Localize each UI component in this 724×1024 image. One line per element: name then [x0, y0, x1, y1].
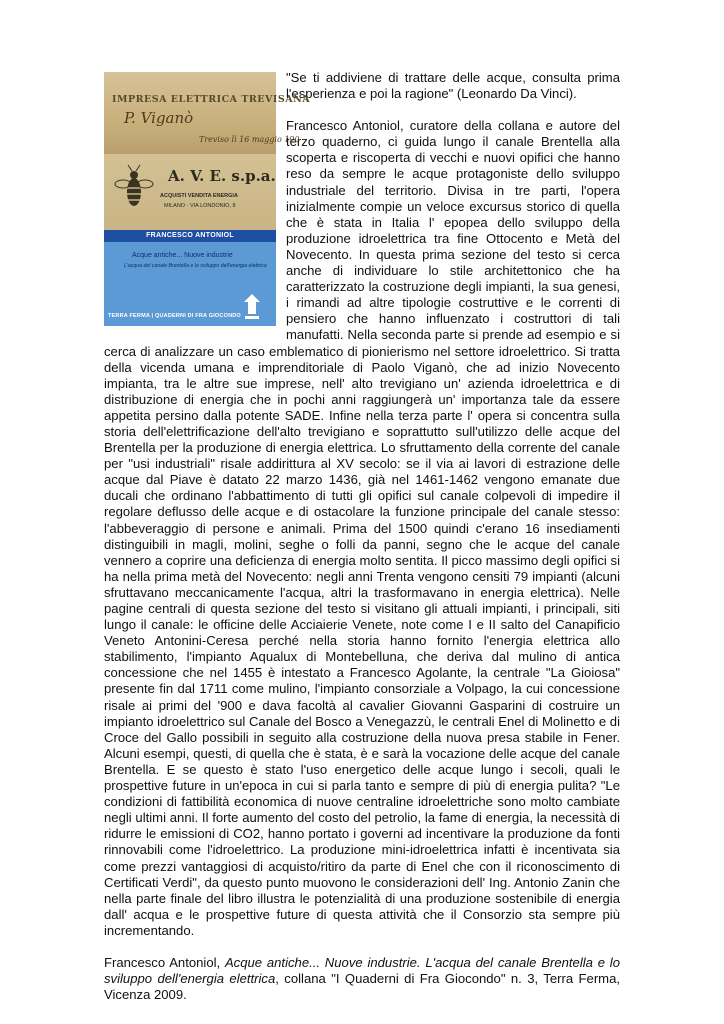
cover-series: TERRA FERMA | QUADERNI DI FRA GIOCONDO [108, 313, 241, 319]
publisher-logo-icon [240, 292, 264, 322]
cover-date: Treviso lì 16 maggio 190 [199, 135, 300, 144]
citation-title: Acque antiche... Nuove industrie. L'acqua del canale Brentella e lo sviluppo dell'energia elettrica [104, 954, 620, 987]
review-body: Francesco Antoniol, curatore della collana e autore del terzo quaderno, ci guida lungo il canale Brentella alla scoperta e riscoperta di vecchi e nuovi opifici che hanno reso da sempre le acque protagoniste dello sviluppo industriale del territorio. Divisa in tre parti, l'opera inizialmente compie un veloce excursus storico di quella che è stata in Italia l' epopea dello sviluppo della produzione idroelettrica tra fine Ottocento e Metà del Novecento. In questa prima sezione del testo si cerca anche di individuare lo stile architettonico che ha caratterizzato la costruzione degli impianti, la sua genesi, i rimandi ad altre tipologie costruttive e le correnti di pensiero che hanno influenzato i costruttori di tali manufatti. Nella seconda parte si prende ad esempio e si cerca di analizzare un caso emblematico di pionierismo nel settore idroelettrico. Si tratta della vicenda umana e imprenditoriale di Paolo Viganò, che ad inizio Novecento impianta, tra le altre sue imprese, nell' alto trevigiano un' azienda idroelettrica e di distribuzione di energia che in pochi anni raggiungerà un' importanza tale da essere appetita persino dalla potente SADE. Infine nella terza parte l' opera si concentra sulla storia dell'elettrificazione dell'alto trevigiano e soprattutto sull'utilizzo delle acque del Brentella per la produzione di energia elettrica. Lo sfruttamento della corrente del canale per "usi industriali" risale addirittura al XV secolo: se il via ai lavori di estrazione delle acque dal Piave è datato 22 marzo 1436, già nel 1461-1462 vengono emanate due ducali che ordinano l'abbattimento di tutti gli opifici sul canale colpevoli di impedire il regolare deflusso delle acque e di ostacolare la funzione principale del canale stesso: l'abbeveraggio di persone e animali. Prima del 1500 quindi c'erano 16 insediamenti distinguibili in magli, molini, seghe o folli da panni, segno che le acque del canale vennero a coprire una deficienza di energia molto sentita. Il picco massimo degli opifici si ha nella prima metà del Novecento: negli anni Trenta vengono censiti 79 impianti (alcuni sfruttavano meccanicamente l'acqua, altri la trasformavano in energia elettrica). Nelle pagine centrali di questa sezione del testo si visitano gli attuali impianti, i principali, siti lungo il canale: le officine delle Acciaierie Venete, note come I e II salto del Canapificio Veneto Antonini-Ceresa perché nella storia hanno fornito l'energia elettrica allo stabilimento, l'impianto Aqualux di Montebelluna, che deriva dal mulino di antica concessione che nel 1455 è intestato a Francesco Agolante, la centrale "La Gioiosa" presente fin dal 1711 come mulino, l'impianto consorziale a Volpago, la cui concessione risale ai primi del '900 e dava facoltà al cavalier Giovanni Gasparini di costruire un impianto idroelettrico sul Canale del Bosco a Venegazzù, le centrali Enel di Molinetto e di Croce del Gallo possibili in seguito alla costruzione della nuova presa stabile in Fener. Alcuni esempi, questi, di quella che è stata, è e sarà la vocazione delle acque del canale Brentella. E se questo è stato l'uso energetico delle acque lungo i secoli, quali le prospettive future in un'epoca in cui si parla tanto e sempre di più di energia pulita? "Le condizioni di fattibilità economica di nuove centraline idroelettriche sono molto cambiate negli ultimi anni. Il forte aumento del costo del petrolio, la fame di energia, la necessità di ridurre le emissioni di CO2, hanno portato i governi ad incentivare la produzione da fonti rinnovabili come l'idroelettrico. La produzione mini-idroelettrica infatti è incentivata sia come prezzi vantaggiosi di acquisto/ritiro da parte di Enel che con il riconoscimento di Certificati Verdi", da questo punto muovono le considerazioni dell' Ing. Antonio Zanin che nella parte finale del libro illustra le potenzialità di una produzione sostenibile di energia dall' acqua e le prospettive future di questa attività che il Consorzio sta sempre più incrementando. [104, 118, 620, 938]
cover-ave-title: A. V. E. s.p.a. [168, 167, 276, 185]
opening-quote: "Se ti addiviene di trattare delle acque, consulta prima l'esperienza e poi la ragione" (Leonardo Da Vinci). [286, 70, 620, 102]
citation-details: , collana "I Quaderni di Fra Giocondo" n. 3, Terra Ferma, Vicenza 2009. [104, 971, 621, 1003]
citation-author: Francesco Antoniol, [104, 954, 225, 970]
cover-brand: IMPRESA ELETTRICA TREVISANA [112, 94, 311, 105]
book-citation [104, 955, 620, 1003]
cover-author-band: FRANCESCO ANTONIOL [104, 230, 276, 242]
cover-ave-panel [104, 154, 276, 230]
book-cover-image [104, 72, 311, 326]
review-page [104, 70, 620, 1019]
cover-book-subtitle: L'acqua del canale Brentella e lo sviluppo dell'energia elettrica [124, 263, 267, 269]
cover-letterhead [104, 72, 311, 154]
cover-script-signature: P. Viganò [124, 109, 194, 127]
bee-icon [114, 162, 154, 218]
cover-title-panel [104, 242, 276, 326]
cover-ave-subtitle: ACQUISTI VENDITA ENERGIA [160, 193, 238, 199]
cover-ave-city: MILANO · VIA LONDONIO, 8 [164, 203, 236, 209]
cover-book-title: Acque antiche... Nuove industrie [132, 252, 233, 259]
